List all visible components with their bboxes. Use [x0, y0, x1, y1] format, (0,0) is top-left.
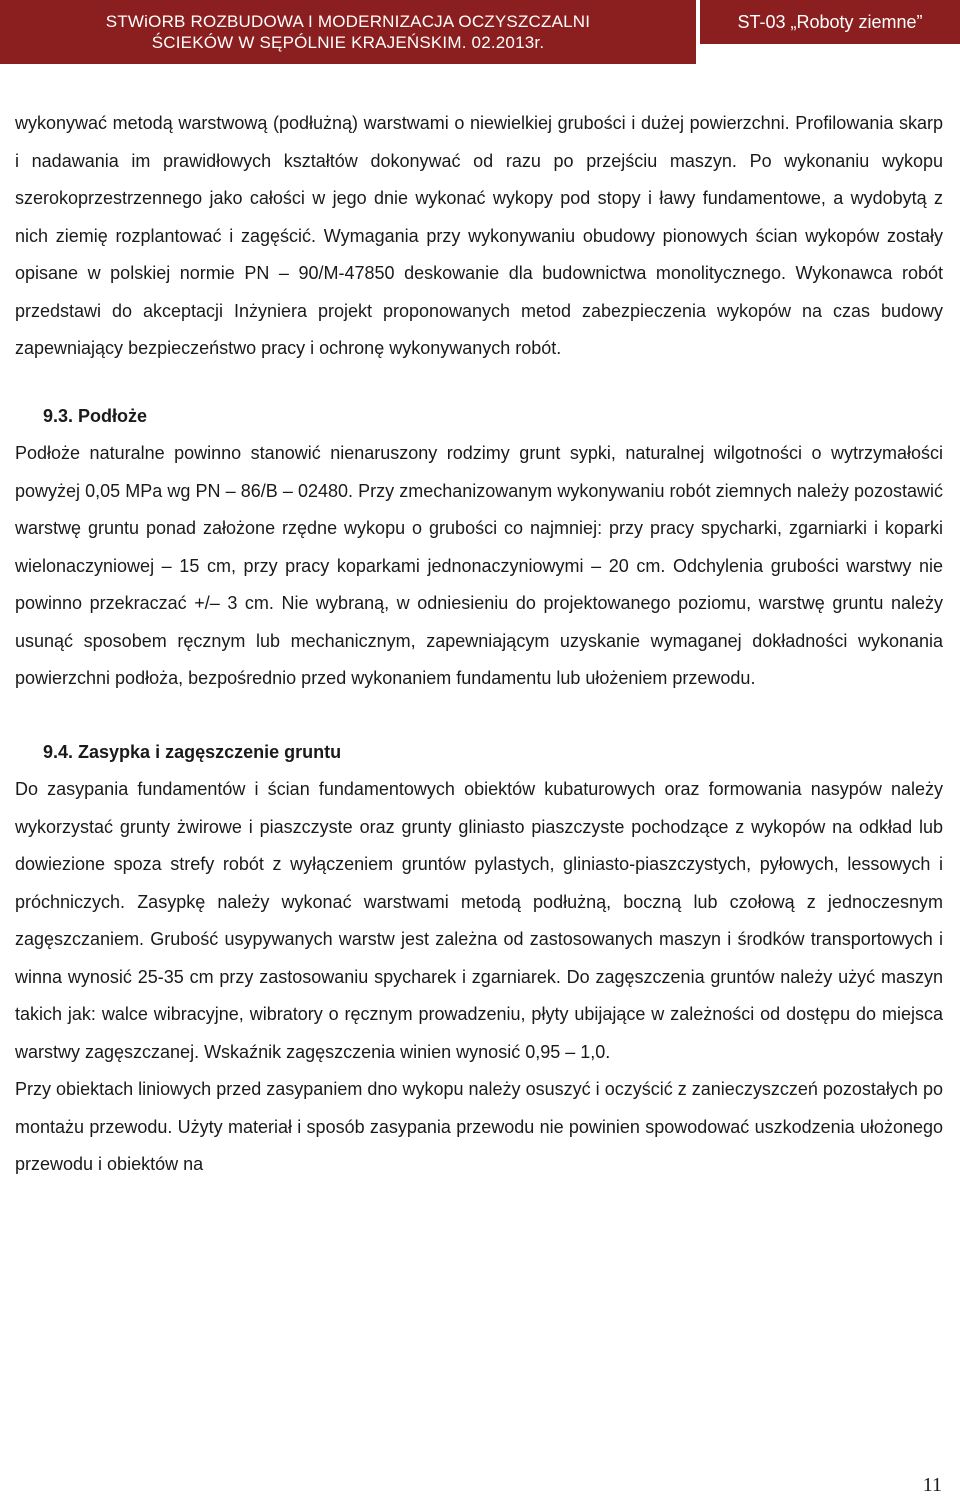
section-heading-9-4: 9.4. Zasypka i zagęszczenie gruntu: [43, 741, 342, 762]
section-9-4-paragraph-2: Przy obiektach liniowych przed zasypaniem dno wykopu należy osuszyć i oczyścić z zanieczyszczeń pozostałych po montażu przewodu. Użyty materiał i sposób zasypania przewodu nie powinien spowodować uszkodzenia ułożonego przewodu i obiektów na: [15, 1079, 943, 1174]
section-9-3-paragraph: Podłoże naturalne powinno stanowić nienaruszony rodzimy grunt sypki, naturalnej wilgotności o wytrzymałości powyżej 0,05 MPa wg PN – 86/B – 02480. Przy zmechanizowanym wykonywaniu robót ziemnych należy pozostawić warstwę gruntu ponad założone rzędne wykopu o grubości co najmniej: przy pracy spycharki, zgarniarki i koparki wielonaczyniowej – 15 cm, przy pracy koparkami jednonaczyniowymi – 20 cm. Odchylenia grubości warstwy nie powinno przekraczać +/– 3 cm. Nie wybraną, w odniesieniu do projektowanego poziomu, warstwę gruntu należy usunąć sposobem ręcznym lub mechanicznym, zapewniającym uzyskanie wymaganej dokładności wykonania powierzchni podłoża, bezpośrednio przed wykonaniem fundamentu lub ułożeniem przewodu.: [15, 443, 943, 688]
spacer: [15, 698, 943, 734]
spacer: [15, 368, 943, 398]
document-body: [15, 105, 943, 1184]
project-title-line-1: STWiORB ROZBUDOWA I MODERNIZACJA OCZYSZCZALNI: [105, 12, 591, 31]
project-title-block: [0, 0, 696, 64]
intro-paragraph: wykonywać metodą warstwową (podłużną) warstwami o niewielkiej grubości i dużej powierzchni. Profilowania skarp i nadawania im prawidłowych kształtów dokonywać od razu po przejściu maszyn. Po wykonaniu wykopu szerokoprzestrzennego jako całości w jego dnie wykonać wykopy pod stopy i ławy fundamentowe, a wydobytą z nich ziemię rozplantować i zagęścić. Wymagania przy wykonywaniu obudowy pionowych ścian wykopów zostały opisane w polskiej normie PN – 90/M-47850 deskowanie dla budownictwa monolitycznego. Wykonawca robót przedstawi do akceptacji Inżyniera projekt proponowanych metod zabezpieczenia wykopów na czas budowy zapewniający bezpieczeństwo pracy i ochronę wykonywanych robót.: [15, 113, 943, 358]
page-header: [0, 0, 960, 64]
spec-code-block: [700, 0, 960, 44]
section-9-4-paragraph-1: Do zasypania fundamentów i ścian fundamentowych obiektów kubaturowych oraz formowania nasypów należy wykorzystać grunty żwirowe i piaszczyste oraz grunty gliniasto piaszczyste pochodzące z wykopów na odkład lub dowiezione spoza strefy robót z wyłączeniem gruntów pylastych, gliniasto-piaszczystych, pyłowych, lessowych i próchniczych. Zasypkę należy wykonać warstwami metodą podłużną, boczną lub czołową z jednoczesnym zagęszczaniem. Grubość usypywanych warstw jest zależna od zastosowanych maszyn i środków transportowych i winna wynosić 25-35 cm przy zastosowaniu spycharek i zgarniarek. Do zagęszczenia gruntów należy użyć maszyn takich jak: walce wibracyjne, wibratory o ręcznym prowadzeniu, płyty ubijające w zależności od dostępu do miejsca warstwy zagęszczanej. Wskaźnik zagęszczenia winien wynosić 0,95 – 1,0.: [15, 779, 943, 1062]
page-number: 11: [922, 1474, 942, 1496]
section-heading-9-3: 9.3. Podłoże: [43, 405, 148, 426]
project-title-line-2: ŚCIEKÓW W SĘPÓLNIE KRAJEŃSKIM. 02.2013r.: [151, 33, 545, 52]
spec-code-label: ST-03 „Roboty ziemne”: [737, 11, 923, 32]
